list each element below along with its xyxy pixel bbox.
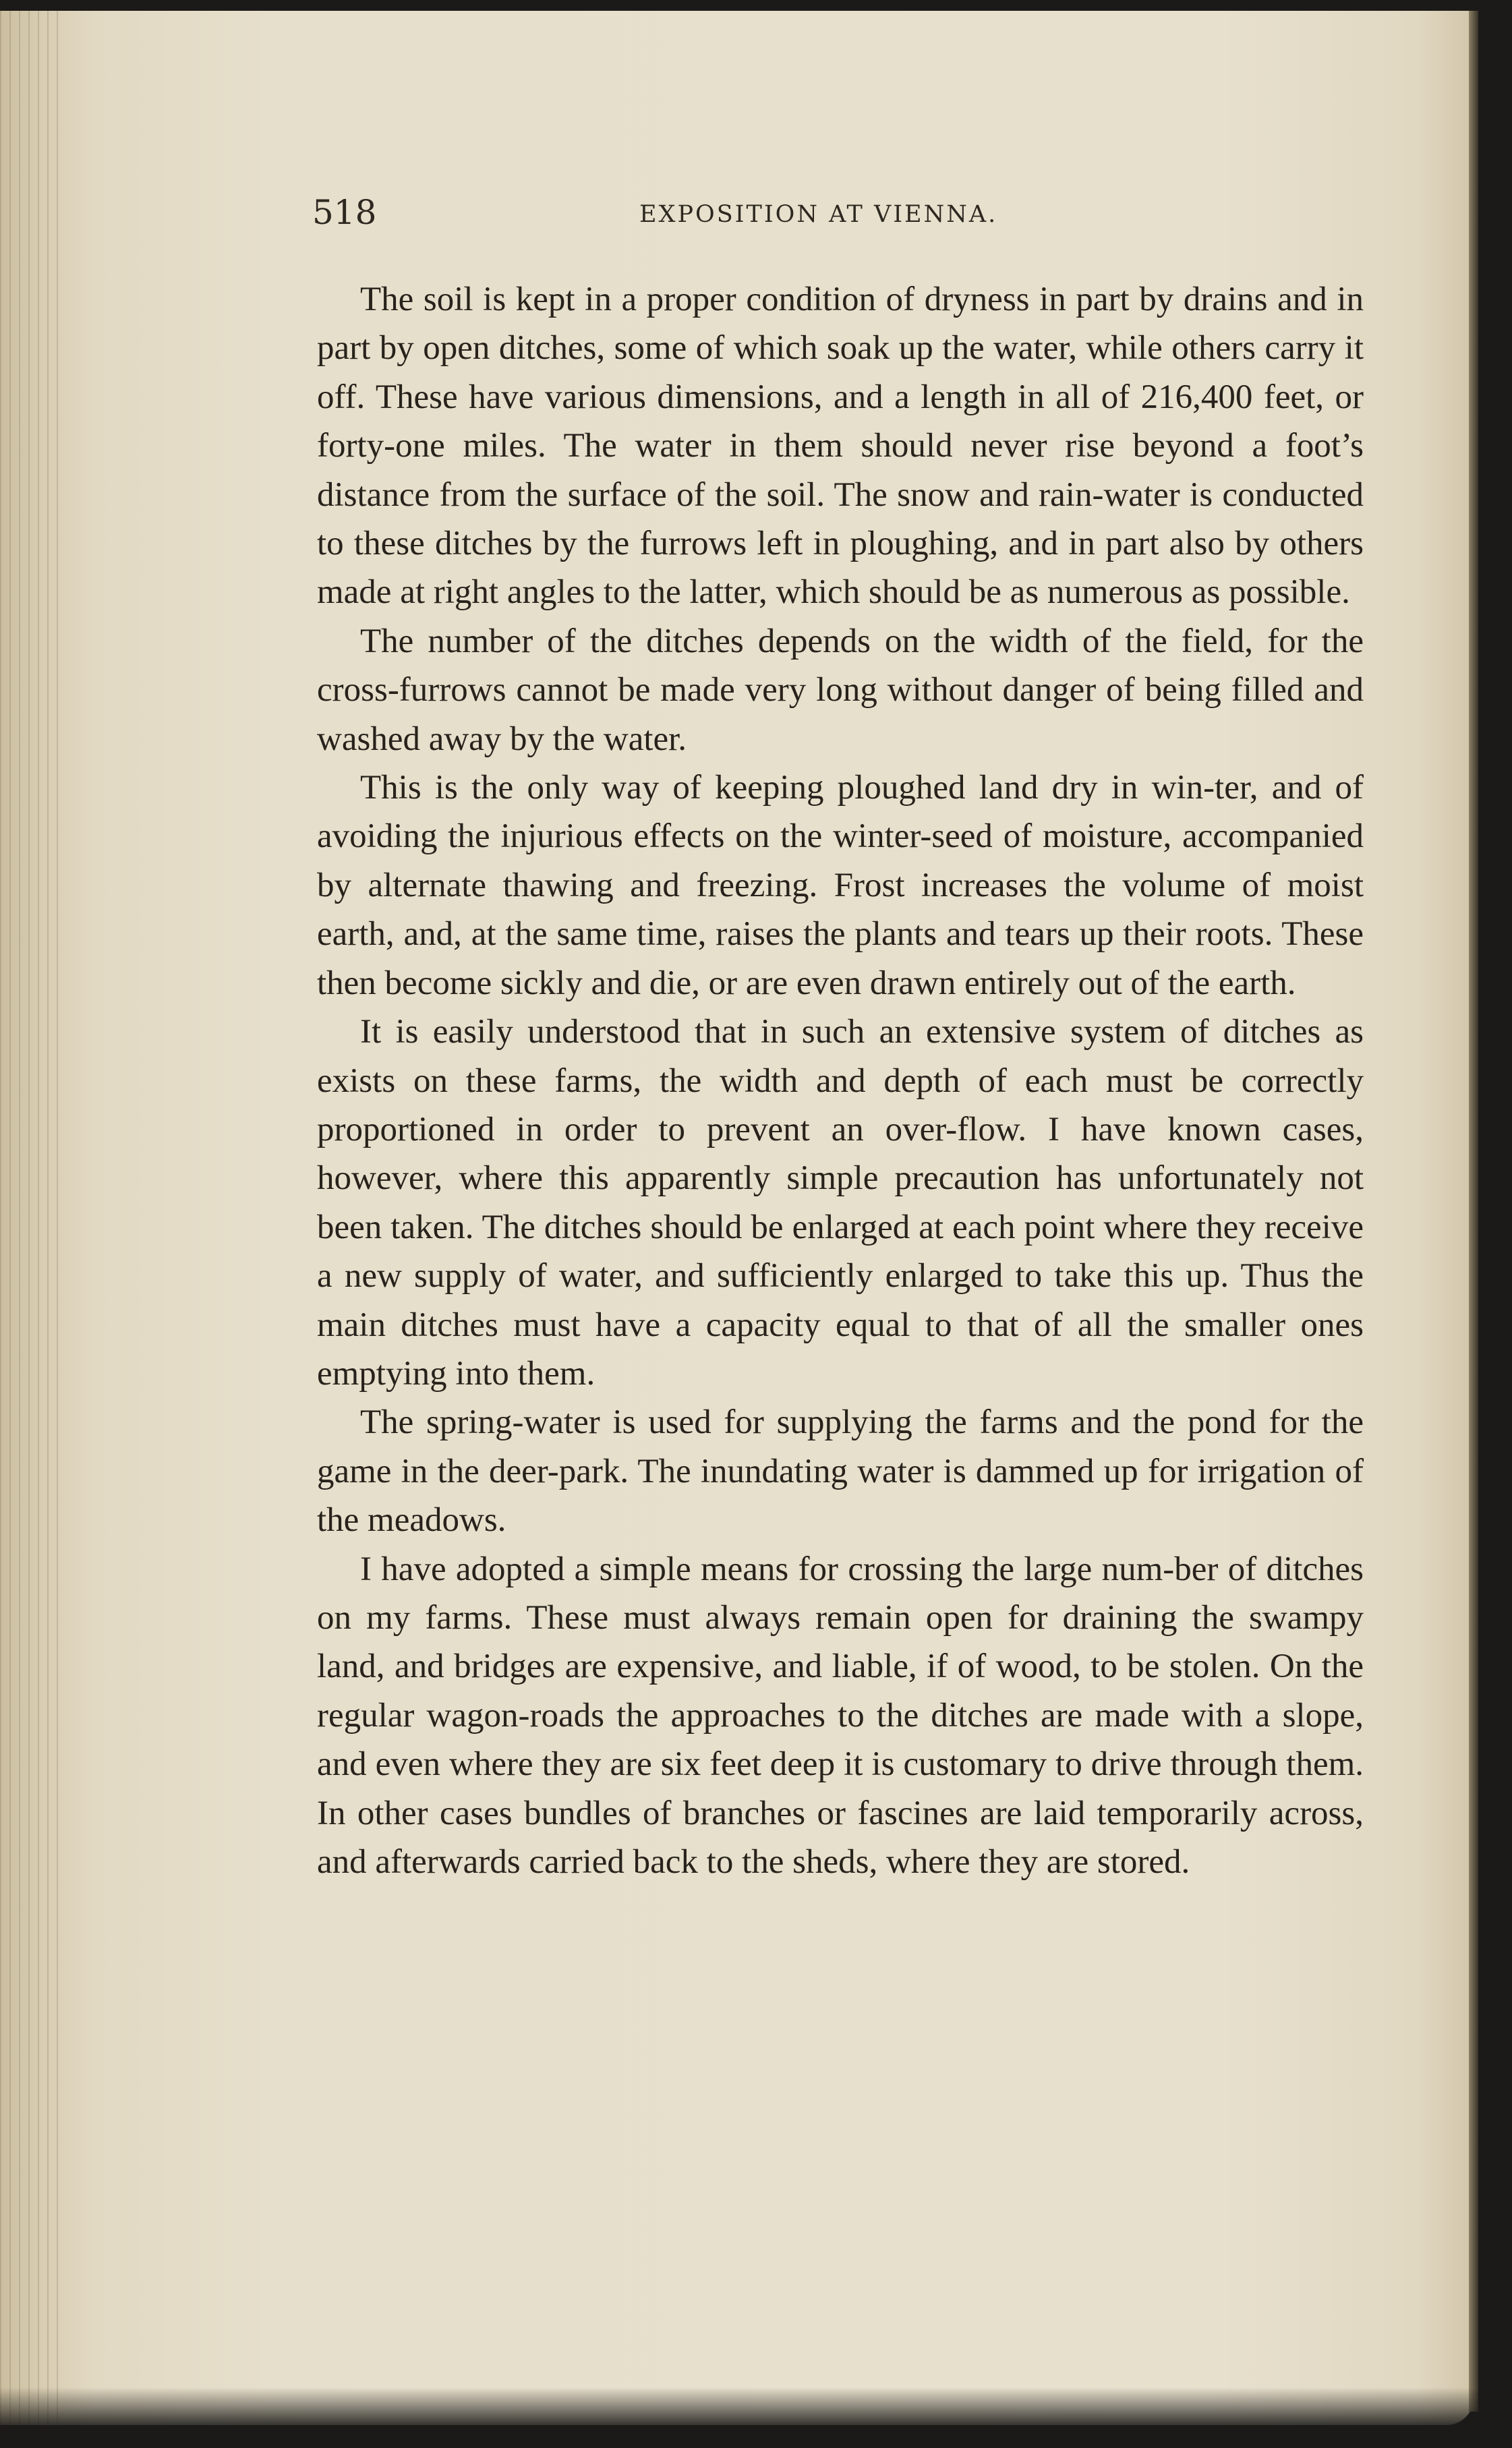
- paragraph-spring-water: The spring-water is used for supplying the farms and the pond for the game in the deer-park. The inundating water is dammed up for irrigation of the meadows.: [317, 1403, 1364, 1540]
- page-fore-edge: [1469, 11, 1478, 2412]
- scan-bottom-shadow: [0, 2387, 1512, 2448]
- paragraph-crossing-ditches: I have adopted a simple means for crossing the large num-ber of ditches on my farms. These must always remain open for draining the swampy land, and bridges are expensive, and liable, if of wood, to be stolen. On the regular wagon-roads the approaches to the ditches are made with a slope, and even where they are six feet deep it is customary to drive through them. In other cases bundles of branches or fascines are laid temporarily across, and afterwards carried back to the sheds, where they are stored.: [317, 1550, 1364, 1881]
- paragraph-winter-moisture: This is the only way of keeping ploughed land dry in win-ter, and of avoiding the injurious effects on the winter-seed of moisture, accompanied by alternate thawing and freezing. Frost increases the volume of moist earth, and, at the same time, raises the plants and tears up their roots. These then become sickly and die, or are even drawn entirely out of the earth.: [317, 769, 1364, 1002]
- paragraph-drainage: The soil is kept in a proper condition of dryness in part by drains and in part by open ditches, some of which soak up the water, while others carry it off. These have various dimensions, and a length in all of 216,400 feet, or forty-one miles. The water in them should never rise beyond a foot’s distance from the surface of the soil. The snow and rain-water is conducted to these ditches by the furrows left in ploughing, and in part also by others made at right angles to the latter, which should be as numerous as possible.: [317, 281, 1364, 612]
- body-text: [317, 275, 1364, 1886]
- page-header: [312, 192, 1364, 239]
- binding-gutter: [0, 11, 64, 2425]
- page-number: 518: [312, 193, 377, 232]
- paragraph-ditch-proportion: It is easily understood that in such an extensive system of ditches as exists on these farms, the width and depth of each must be correctly proportioned in order to prevent an over-flow. I have known cases, however, where this apparently simple precaution has unfortunately not been taken. The ditches should be enlarged at each point where they receive a new supply of water, and sufficiently enlarged to take this up. Thus the main ditches must have a capacity equal to that of all the smaller ones emptying into them.: [317, 1013, 1364, 1393]
- paragraph-ditch-number: The number of the ditches depends on the width of the field, for the cross-furrows cannot be made very long without danger of being filled and washed away by the water.: [317, 622, 1364, 758]
- running-title: EXPOSITION AT VIENNA.: [639, 201, 998, 228]
